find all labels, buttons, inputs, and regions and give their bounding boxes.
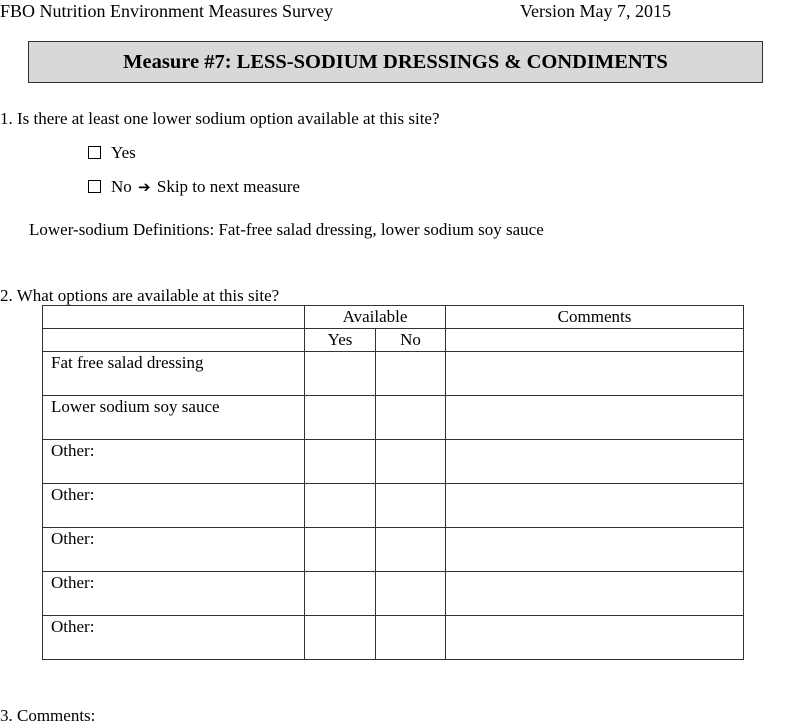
yes-cell[interactable] [305,572,376,616]
row-label: Other: [43,440,305,484]
comments-cell[interactable] [446,440,744,484]
yes-cell[interactable] [305,396,376,440]
measure-title: Measure #7: LESS-SODIUM DRESSINGS & CONDIMENTS [28,41,763,83]
right-arrow-icon: ➔ [138,178,151,196]
yes-header: Yes [305,329,376,352]
option-no-label: No [111,177,132,196]
table-header-blank [43,306,305,329]
comments-header: Comments [446,306,744,329]
row-label: Fat free salad dressing [43,352,305,396]
comments-cell[interactable] [446,352,744,396]
comments-cell[interactable] [446,396,744,440]
option-no[interactable] [88,177,300,197]
comments-cell[interactable] [446,484,744,528]
yes-cell[interactable] [305,440,376,484]
option-yes-label: Yes [111,143,136,162]
row-label: Lower sodium soy sauce [43,396,305,440]
yes-cell[interactable] [305,528,376,572]
question-1-text: 1. Is there at least one lower sodium option available at this site? [0,109,440,128]
table-row [43,572,744,616]
table-row [43,616,744,660]
yes-cell[interactable] [305,352,376,396]
available-header: Available [305,306,446,329]
option-yes[interactable] [88,143,136,163]
table-row [43,396,744,440]
options-table [42,305,744,660]
no-cell[interactable] [376,396,446,440]
checkbox-no[interactable] [88,180,101,193]
no-cell[interactable] [376,352,446,396]
skip-instruction: Skip to next measure [156,177,300,196]
no-cell[interactable] [376,484,446,528]
comments-subheader-blank [446,329,744,352]
comments-cell[interactable] [446,528,744,572]
comments-cell[interactable] [446,572,744,616]
version-label: Version May 7, 2015 [520,1,671,21]
no-cell[interactable] [376,528,446,572]
comments-cell[interactable] [446,616,744,660]
row-label: Other: [43,484,305,528]
definitions-text: Lower-sodium Definitions: Fat-free salad dressing, lower sodium soy sauce [29,220,544,239]
question-2-text: 2. What options are available at this site? [0,286,280,305]
yes-cell[interactable] [305,484,376,528]
question-3-text: 3. Comments: [0,706,96,725]
table-row [43,440,744,484]
table-subheader-blank [43,329,305,352]
table-row [43,352,744,396]
no-cell[interactable] [376,572,446,616]
row-label: Other: [43,528,305,572]
row-label: Other: [43,572,305,616]
no-cell[interactable] [376,616,446,660]
no-header: No [376,329,446,352]
table-row [43,484,744,528]
yes-cell[interactable] [305,616,376,660]
checkbox-yes[interactable] [88,146,101,159]
survey-title: FBO Nutrition Environment Measures Survey [0,1,333,21]
no-cell[interactable] [376,440,446,484]
row-label: Other: [43,616,305,660]
table-row [43,528,744,572]
